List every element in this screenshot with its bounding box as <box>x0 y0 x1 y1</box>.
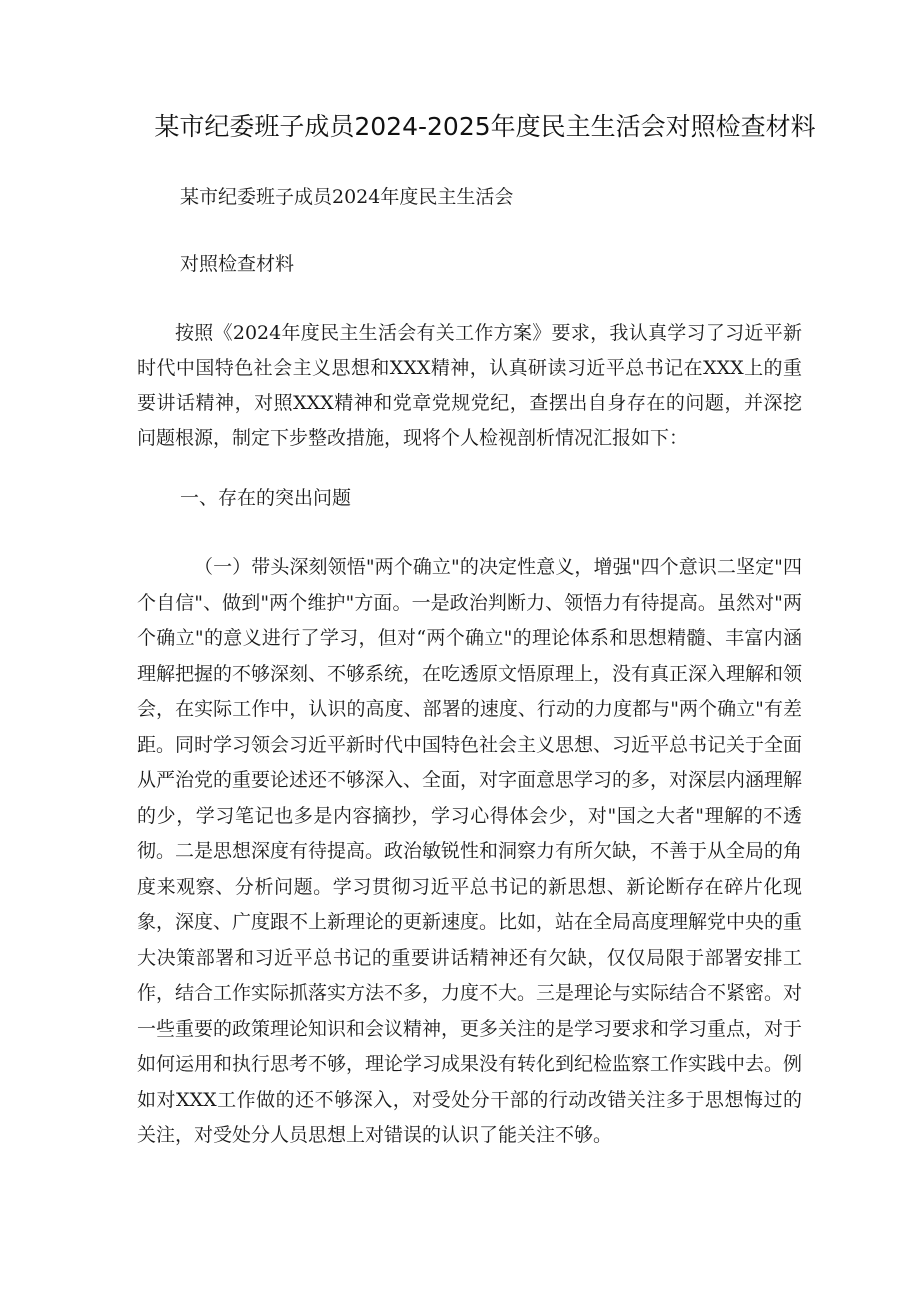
intro-paragraph: 按照《2024年度民主生活会有关工作方案》要求，我认真学习了习近平新时代中国特色社会主义思想和XXX精神，认真研读习近平总书记在XXX上的重要讲话精神，对照XXX精神和党章党规党纪，查摆出自身存在的问题，并深挖问题根源，制定下步整改措施，现将个人检视剖析情况汇报如下： <box>137 322 802 449</box>
main-paragraph: （一）带头深刻领悟"两个确立"的决定性意义，增强"四个意识二坚定"四个自信"、做到"两个维护"方面。一是政治判断力、领悟力有待提高。虽然对"两个确立"的意义进行了学习，但对“两个确立"的理论体系和思想精髓、丰富内涵理解把握的不够深刻、不够系统，在吃透原文悟原理上，没有真正深入理解和领会，在实际工作中，认识的高度、部署的速度、行动的力度都与"两个确立"有差距。同时学习领会习近平新时代中国特色社会主义思想、习近平总书记关于全面从严治党的重要论述还不够深入、全面，对字面意思学习的多，对深层内涵理解的少，学习笔记也多是内容摘抄，学习心得体会少，对"国之大者"理解的不透彻。二是思想深度有待提高。政治敏锐性和洞察力有所欠缺，不善于从全局的角度来观察、分析问题。学习贯彻习近平总书记的新思想、新论断存在碎片化现象，深度、广度跟不上新理论的更新速度。比如，站在全局高度理解党中央的重大决策部署和习近平总书记的重要讲话精神还有欠缺，仅仅局限于部署安排工作，结合工作实际抓落实方法不多，力度不大。三是理论与实际结合不紧密。对一些重要的政策理论知识和会议精神，更多关注的是学习要求和学习重点，对于如何运用和执行思考不够，理论学习成果没有转化到纪检监察工作实践中去。例如对XXX工作做的还不够深入，对受处分干部的行动改错关注多于思想悔过的关注，对受处分人员思想上对错误的认识了能关注不够。 <box>137 556 803 1146</box>
section-heading: 一、存在的突出问题 <box>180 487 352 509</box>
document-title: 某市纪委班子成员2024-2025年度民主生活会对照检查材料 <box>154 112 816 141</box>
subtitle-line-2: 对照检查材料 <box>180 253 295 275</box>
subtitle-line-1: 某市纪委班子成员2024年度民主生活会 <box>180 186 514 208</box>
